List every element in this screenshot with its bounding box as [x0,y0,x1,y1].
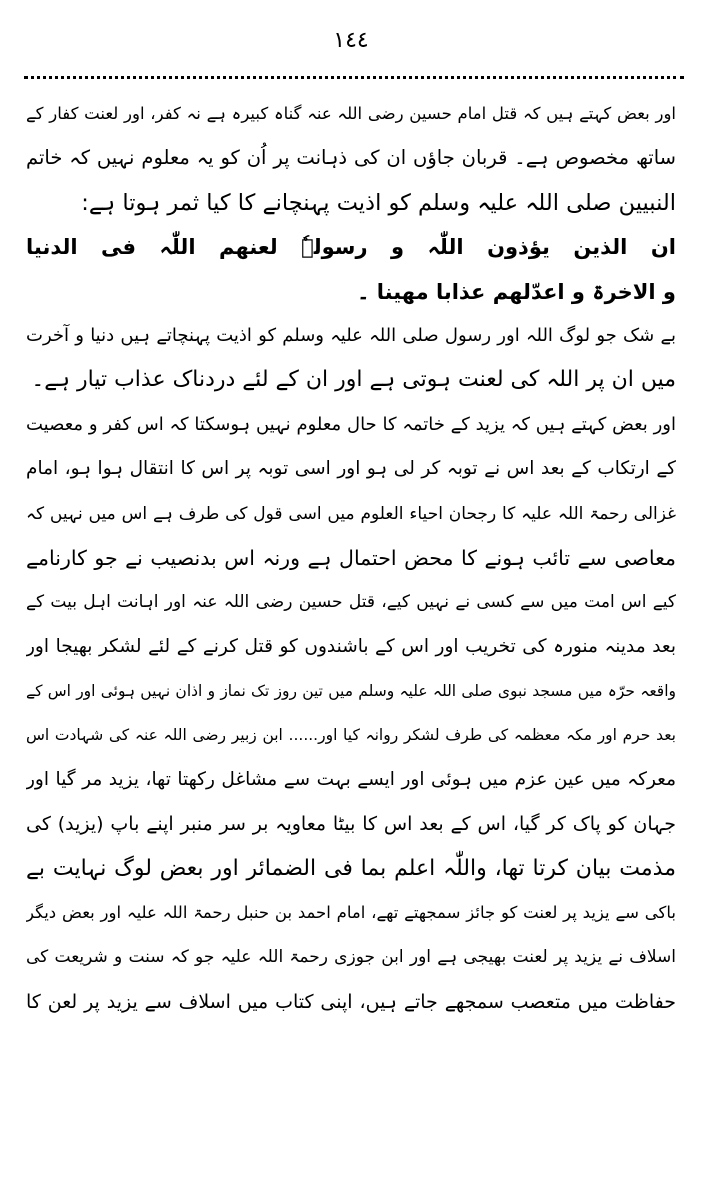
page-number: ١٤٤ [333,28,369,53]
text-line: اور بعض کہتے ہیں کہ یزید کے خاتمہ کا حال معلوم نہیں ہوسکتا کہ اس کفر و معصیت [26,413,676,435]
dotted-separator [24,76,684,79]
body-text [26,92,676,1024]
quran-verse-line: و الاخرۃ و اعدّلھم عذابا مھینا ۔ [357,279,676,304]
text-line: معرکہ میں عین عزم میں ہوئی اور ایسے بہت سے مشاغل رکھتا تھا، یزید مر گیا اور [26,768,676,790]
text-line: حفاظت میں متعصب سمجھے جاتے ہیں، اپنی کتاب میں اسلاف سے یزید پر لعن کا [26,990,676,1013]
text-line: معاصی سے تائب ہونے کا محض احتمال ہے ورنہ اس بدنصیب نے جو کارنامے [26,545,676,570]
text-line: جہان کو پاک کر گیا، اس کے بعد اس کا بیٹا معاویہ بر سر منبر اپنے باپ (یزید) کی [26,813,676,836]
text-line: النبیین صلی اللہ علیہ وسلم کو اذیت پہنچانے کا کیا ثمر ہوتا ہے: [81,189,676,216]
text-line: باکی سے یزید پر لعنت کو جائز سمجھتے تھے، امام احمد بن حنبل رحمۃ اللہ علیہ اور بعض دیگر [26,903,676,923]
text-line: مذمت بیان کرتا تھا، واللّٰہ اعلم بما فی الضمائر اور بعض لوگ نہایت بے [26,855,676,881]
text-line: اسلاف نے یزید پر لعنت بھیجی ہے اور ابن جوزی رحمۃ اللہ علیہ جو کہ سنت و شریعت کی [26,947,676,968]
text-line: اور بعض کہتے ہیں کہ قتل امام حسین رضی اللہ عنہ گناہ کبیرہ ہے نہ کفر، اور لعنت کفار کے [26,104,676,123]
text-line: ساتھ مخصوص ہے۔ قربان جاؤں ان کی ذہانت پر اُن کو یہ معلوم نہیں کہ خاتم [26,146,676,170]
text-line: بے شک جو لوگ اللہ اور رسول صلی اللہ علیہ وسلم کو اذیت پہنچاتے ہیں دنیا و آخرت [26,324,676,346]
text-line: غزالی رحمۃ اللہ علیہ کا رجحان احیاء العلوم میں اسی قول کی طرف ہے اس میں نہیں کہ [26,503,676,524]
text-line: بعد مدینہ منورہ کی تخریب اور اس کے باشندوں کو قتل کرنے کے لئے لشکر بھیجا اور [26,635,676,657]
text-line: واقعہ حرّہ میں مسجد نبوی صلی اللہ علیہ وسلم میں تین روز تک نماز و اذان نہیں ہوئی اور اس کے [26,682,676,701]
text-line: کیے اس امت میں سے کسی نے نہیں کیے، قتل حسین رضی اللہ عنہ اور اہانت اہل بیت کے [26,592,676,613]
text-line: کے ارتکاب کے بعد اس نے توبہ کر لی ہو اور اسی توبہ پر اس کا انتقال ہوا ہو، امام [26,458,676,480]
text-line: بعد حرم اور مکہ معظمہ کی طرف لشکر روانہ کیا اور...... ابن زبیر رضی اللہ عنہ کی شہادت اس [26,726,676,745]
quran-verse-line: ان الذین یؤذون اللّٰہ و رسولہٗ لعنھم اللّٰہ فی الدنیا [26,235,676,260]
text-line: میں ان پر اللہ کی لعنت ہوتی ہے اور ان کے لئے دردناک عذاب تیار ہے۔ [31,367,676,393]
